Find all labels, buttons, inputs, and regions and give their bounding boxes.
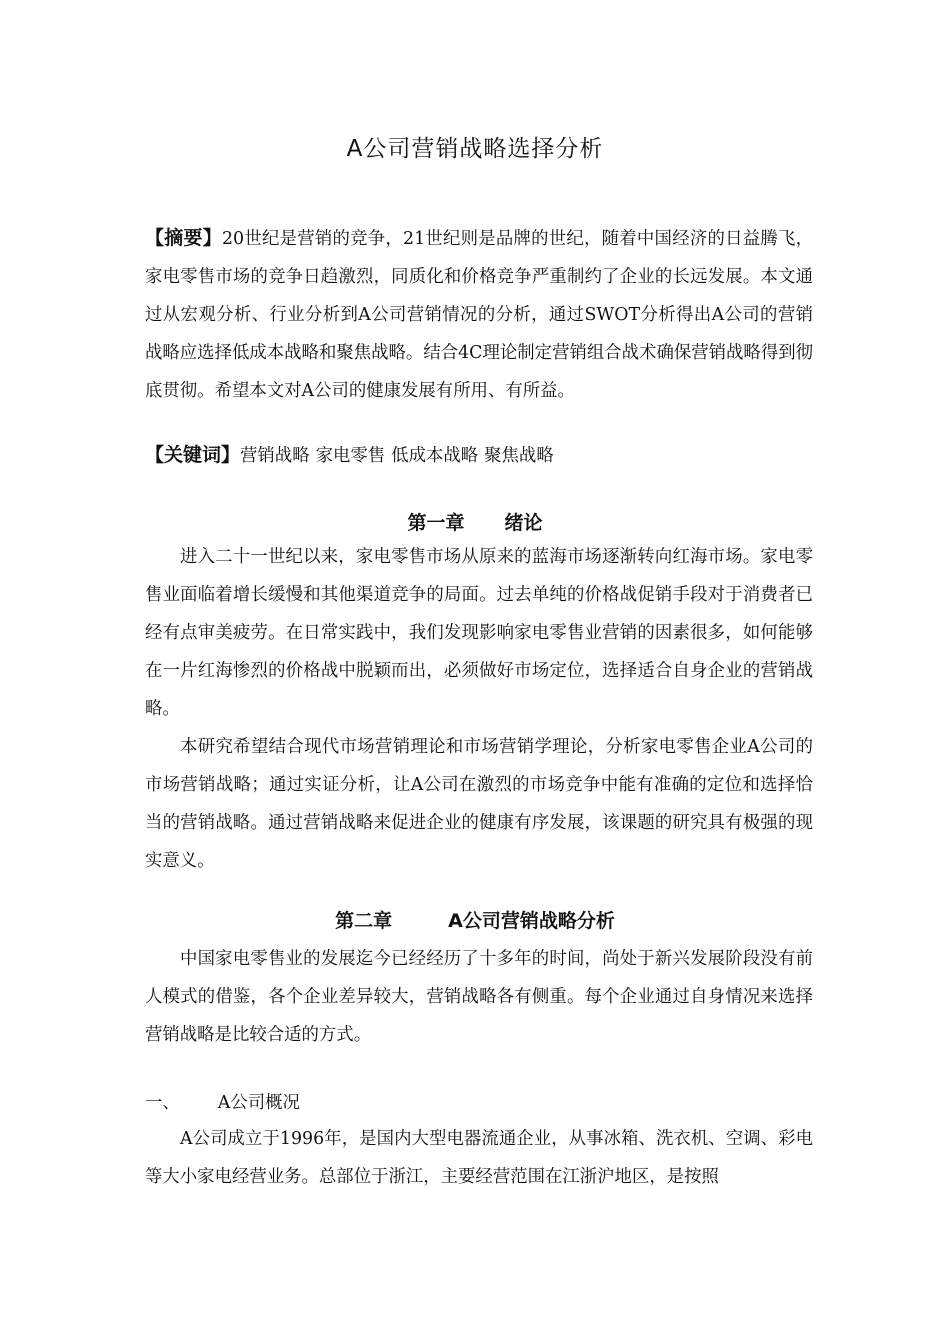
keyword: 营销战略	[240, 446, 310, 466]
chapter-title: 绪论	[504, 512, 543, 534]
chapter-heading	[0, 508, 950, 538]
abstract-text: 20世纪是营销的竞争，21世纪则是品牌的世纪，随着中国经济的日益腾飞，家电零售市场的竞争日趋激烈，同质化和价格竞争严重制约了企业的长远发展。本文通过从宏观分析、行业分析到A公司营销情况的分析，通过SWOT分析得出A公司的营销战略应选择低成本战略和聚焦战略。结合4C理论制定营销组合战术确保营销战略得到彻底贯彻。希望本文对A公司的健康发展有所用、有所益。	[145, 229, 813, 401]
section-title: A公司概况	[217, 1093, 300, 1113]
keywords-label: 【关键词】	[145, 444, 241, 466]
chapter-heading	[0, 906, 950, 936]
chapter-title: A公司营销战略分析	[448, 910, 615, 932]
abstract-section	[145, 219, 813, 410]
abstract-label: 【摘要】	[145, 227, 222, 249]
keyword: 聚焦战略	[484, 446, 554, 466]
document-title: A公司营销战略选择分析	[346, 136, 604, 162]
keywords-section	[145, 436, 813, 475]
body-paragraph: 本研究希望结合现代市场营销理论和市场营销学理论，分析家电零售企业A公司的市场营销战略；通过实证分析，让A公司在激烈的市场竞争中能有准确的定位和选择恰当的营销战略。通过营销战略来促进企业的健康有序发展，该课题的研究具有极强的现实意义。	[145, 737, 813, 871]
body-paragraph: 进入二十一世纪以来，家电零售市场从原来的蓝海市场逐渐转向红海市场。家电零售业面临着增长缓慢和其他渠道竞争的局面。过去单纯的价格战促销手段对于消费者已经有点审美疲劳。在日常实践中，我们发现影响家电零售业营销的因素很多，如何能够在一片红海惨烈的价格战中脱颖而出，必须做好市场定位，选择适合自身企业的营销战略。	[145, 547, 813, 719]
body-paragraph: 中国家电零售业的发展迄今已经经历了十多年的时间，尚处于新兴发展阶段没有前人模式的借鉴，各个企业差异较大，营销战略各有侧重。每个企业通过自身情况来选择营销战略是比较合适的方式。	[145, 949, 813, 1045]
keyword: 家电零售	[315, 446, 386, 466]
body-paragraph: A公司成立于1996年，是国内大型电器流通企业，从事冰箱、洗衣机、空调、彩电等大小家电经营业务。总部位于浙江，主要经营范围在江浙沪地区，是按照	[145, 1129, 813, 1187]
chapter-number: 第一章	[407, 512, 465, 534]
chapter-number: 第二章	[335, 910, 393, 932]
keyword: 低成本战略	[391, 446, 479, 466]
section-number: 一、	[145, 1093, 180, 1113]
section-heading	[145, 1088, 300, 1118]
